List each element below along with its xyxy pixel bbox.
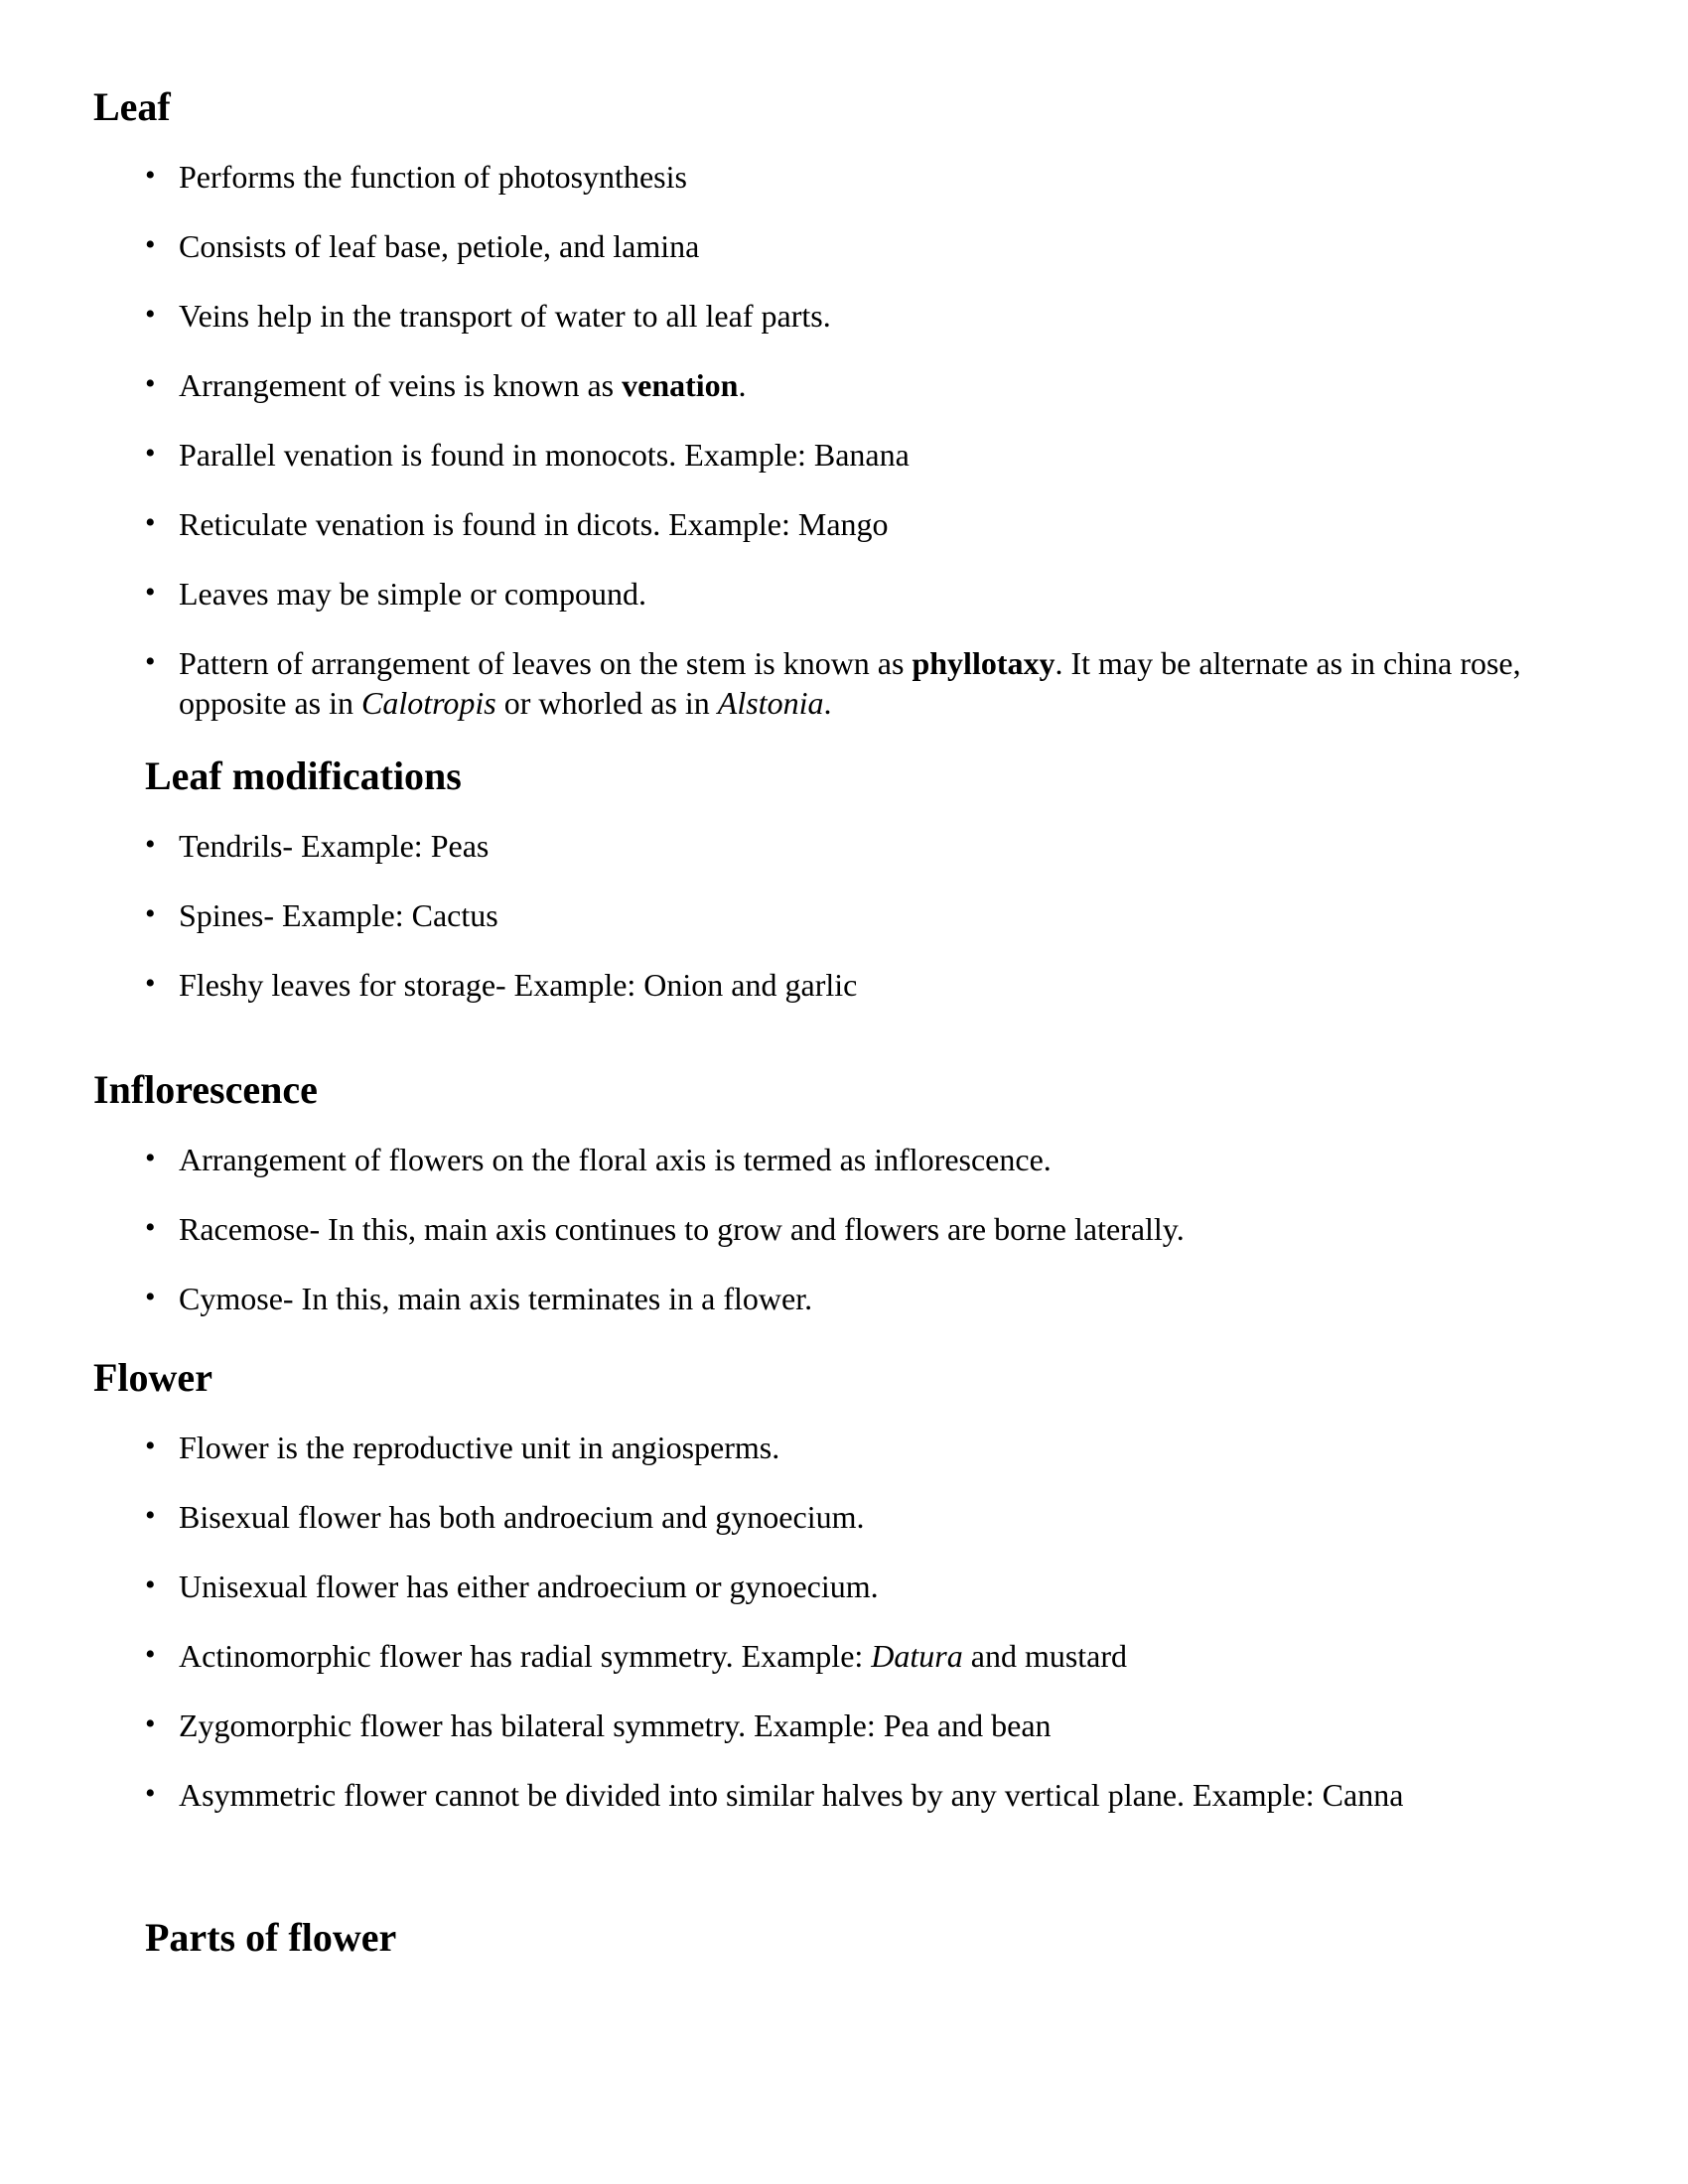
list-item [145,504,1529,544]
italic-text: Calotropis [360,685,496,721]
section-heading-flower: Flower [93,1355,212,1400]
section-heading-inflorescence: Inflorescence [93,1067,318,1112]
text-segment: Performs the function of photosynthesis [179,159,687,195]
text-segment: Zygomorphic flower has bilateral symmetry. Example: Pea and bean [179,1707,1052,1743]
bullet-list-leaf-modifications [93,826,1609,1005]
text-segment: Arrangement of veins is known as [179,367,623,403]
bullet-list-flower [93,1428,1609,1815]
text-segment: Actinomorphic flower has radial symmetry. Example: [179,1638,872,1674]
list-item [145,965,1529,1005]
list-item [145,365,1529,405]
text-segment: Leaves may be simple or compound. [179,576,646,612]
list-item [145,1140,1529,1179]
bullet-list-inflorescence [93,1140,1609,1318]
text-segment: Reticulate venation is found in dicots. Example: Mango [179,506,889,542]
text-segment: Tendrils- Example: Peas [179,828,490,864]
list-item [145,895,1529,935]
section-leaf-modifications [93,752,1609,1005]
section-inflorescence [93,1066,1609,1318]
list-item [145,1775,1529,1815]
text-segment: Fleshy leaves for storage- Example: Onion and garlic [179,967,858,1003]
text-segment: . [823,685,832,721]
bullet-list-leaf [93,157,1609,723]
section-parts-of-flower [93,1914,1609,1962]
list-item [145,296,1529,336]
list-item [145,1209,1529,1249]
text-segment: Pattern of arrangement of leaves on the stem is known as [179,645,913,681]
italic-text: Datura [871,1638,963,1674]
list-item [145,157,1529,197]
section-flower [93,1354,1609,1815]
section-leaf [93,83,1609,723]
text-segment: Flower is the reproductive unit in angiosperms. [179,1430,780,1465]
text-segment: Asymmetric flower cannot be divided into similar halves by any vertical plane. Example: Canna [179,1777,1404,1813]
list-item [145,435,1529,475]
text-segment: Cymose- In this, main axis terminates in a flower. [179,1281,813,1316]
text-segment: and mustard [962,1638,1128,1674]
list-item [145,1428,1529,1467]
bold-text: venation [622,367,739,403]
list-item [145,643,1529,723]
text-segment: . [738,367,747,403]
list-item [145,1706,1529,1745]
text-segment: Racemose- In this, main axis continues to grow and flowers are borne laterally. [179,1211,1185,1247]
italic-text: Alstonia [717,685,824,721]
list-item [145,826,1529,866]
section-heading-parts-of-flower: Parts of flower [145,1915,397,1960]
section-heading-leaf-modifications: Leaf modifications [145,753,462,798]
text-segment: Bisexual flower has both androecium and gynoecium. [179,1499,865,1535]
list-item [145,1567,1529,1606]
bold-text: phyllotaxy [912,645,1055,681]
list-item [145,1279,1529,1318]
text-segment: Parallel venation is found in monocots. Example: Banana [179,437,910,473]
text-segment: . It may be alternate as in china rose, opposite as in [179,645,1521,721]
list-item [145,574,1529,614]
text-segment: Unisexual flower has either androecium or gynoecium. [179,1569,879,1604]
text-segment: Consists of leaf base, petiole, and lamina [179,228,700,264]
text-segment: Arrangement of flowers on the floral axis is termed as inflorescence. [179,1142,1052,1177]
text-segment: Veins help in the transport of water to all leaf parts. [179,298,831,334]
list-item [145,226,1529,266]
list-item [145,1636,1529,1676]
section-heading-leaf: Leaf [93,84,171,129]
text-segment: or whorled as in [495,685,718,721]
list-item [145,1497,1529,1537]
text-segment: Spines- Example: Cactus [179,897,498,933]
